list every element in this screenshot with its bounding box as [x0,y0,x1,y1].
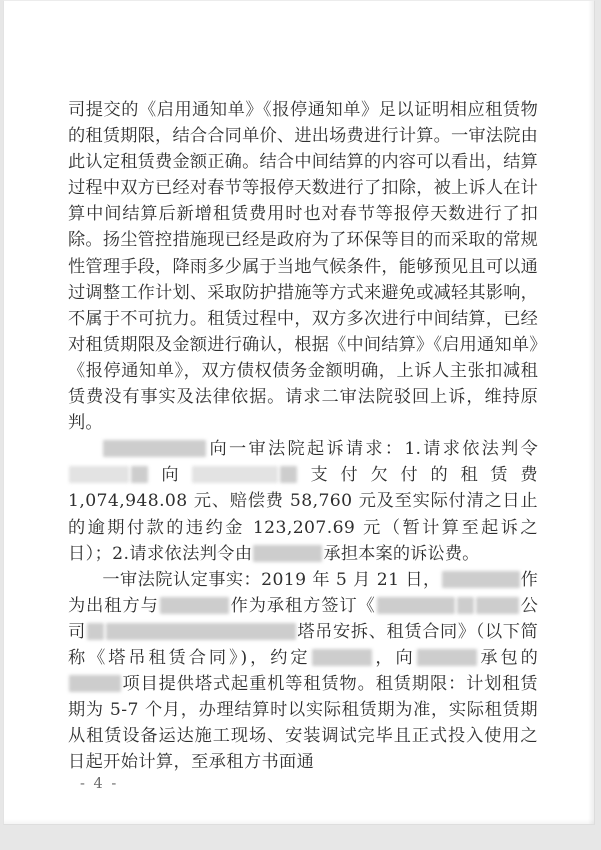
redaction-block [280,466,297,483]
findings-text-5: 塔吊安拆、租赁合同》（以下简称《塔吊租赁合同》)，约定 [68,621,538,668]
findings-text-2: 作为出租方与 [68,569,538,616]
redaction-block [457,597,474,614]
redaction-block [87,623,104,640]
paragraph-court-findings [68,567,538,776]
redaction-block [192,466,278,483]
redaction-block [69,466,129,483]
redaction-block [253,545,322,562]
redaction-block [103,440,206,457]
redaction-block [160,597,229,614]
findings-text-1: 一审法院认定事实：2019 年 5 月 21 日， [102,569,441,590]
claims-text-1: 向一审法院起诉请求：1.请求依法判令 [207,439,538,460]
page-edge-shading-right [588,1,594,825]
redaction-block [131,466,148,483]
redaction-block [377,597,455,614]
paragraph-plaintiff-claims [68,436,538,566]
findings-text-3: 作为承租方签订《 [229,595,376,616]
claims-text-3: 支付欠付的租赁费 1,074,948.08 元、赔偿费 58,760 元及至实际付清之日止的逾期付款的违约金 123,207.69 元（暂计算至起诉之日）；2.请求依法判令由 [68,465,539,564]
redaction-block [312,649,372,666]
page-edge-shading-bottom [4,819,595,824]
findings-text-6: ，向 [372,647,416,668]
document-text-body [68,97,538,775]
claims-text-2: 向 [149,465,192,486]
page-number: - 4 - [80,776,119,792]
findings-text-8: 项目提供塔式起重机等租赁物。租赁期限：计划租赁期为 5-7 个月，办理结算时以实际租赁期为准，实际租赁期从租赁设备运达施工现场、安装调试完毕且正式投入使用之日起开始计算，至承租方书面通 [68,674,538,773]
redaction-block [442,571,520,588]
paragraph-appellee-argument: 司提交的《启用通知单》《报停通知单》足以证明相应租赁物的租赁期限，结合合同单价、进出场费进行计算。一审法院由此认定租赁费金额正确。结合中间结算的内容可以看出，结算过程中双方已经对春节等报停天数进行了扣除，被上诉人在计算中间结算后新增租赁费用时也对春节等报停天数进行了扣除。扬尘管控措施现已经是政府为了环保等目的而采取的常规性管理手段，降雨多少属于当地气候条件，能够预见且可以通过调整工作计划、采取防护措施等方式来避免或减轻其影响，不属于不可抗力。租赁过程中，双方多次进行中间结算，已经对租赁期限及金额进行确认，根据《中间结算》《启用通知单》《报停通知单》，双方债权债务金额明确，上诉人主张扣减租赁费没有事实及法律依据。请求二审法院驳回上诉，维持原判。 [68,100,538,434]
redaction-block [417,649,477,666]
claims-text-4: 承担本案的诉讼费。 [323,543,480,564]
redaction-block [106,623,296,640]
redaction-block [476,597,519,614]
document-page-sheet [3,0,595,825]
findings-text-4: 公司 [68,595,538,642]
redaction-block [69,675,121,692]
findings-text-7: 承包的 [477,647,538,668]
